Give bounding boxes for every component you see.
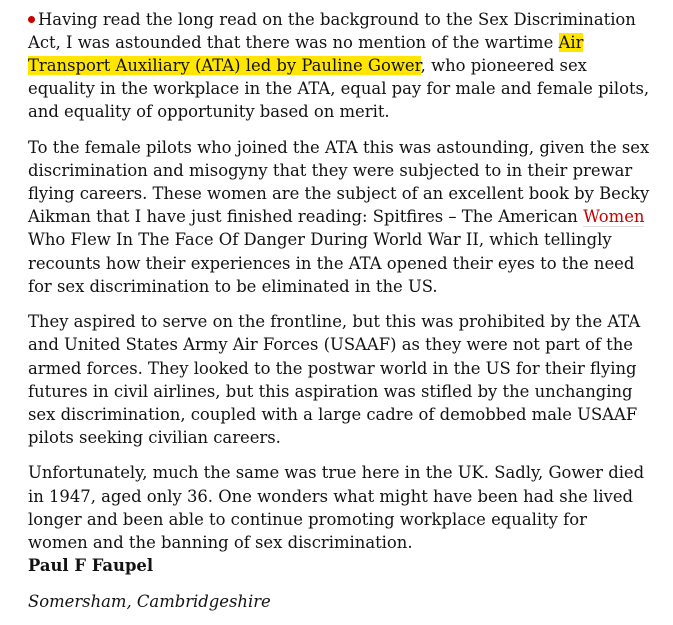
paragraph-1-text-after: , who pioneered sex equality in the workplace in the ATA, equal pay for male and female pilots, and equality of opportunity based on merit. [28, 56, 650, 122]
paragraph-3: They aspired to serve on the frontline, but this was prohibited by the ATA and United States Army Air Forces (USAAF) as they were not part of the armed forces. They looked to the postwar world in the US for their flying futures in civil airlines, but this aspiration was stifled by the unchanging sex discrimination, coupled with a large cadre of demobbed male USAAF pilots seeking civilian careers. [28, 312, 641, 447]
highlighted-text: Air Transport Auxiliary (ATA) led by Pauline Gower [28, 33, 584, 76]
paragraph-2 [28, 136, 650, 298]
author-location: Somersham, Cambridgeshire [28, 591, 271, 611]
paragraph-4: Unfortunately, much the same was true here in the UK. Sadly, Gower died in 1947, aged only 36. One wonders what might have been had she lived longer and been able to continue promoting workplace equality for women and the banning of sex discrimination. [28, 463, 645, 552]
paragraph-1 [28, 8, 650, 123]
bullet-icon [28, 16, 35, 23]
women-link[interactable]: Women [583, 207, 645, 227]
paragraph-1-text-before: Having read the long read on the background to the Sex Discrimination Act, I was astounded that there was no mention of the wartime [28, 10, 636, 53]
paragraph-2-text-before: To the female pilots who joined the ATA this was astounding, given the sex discrimination and misogyny that they were subjected to in their prewar flying careers. These women are the subject of an excellent book by Becky Aikman that I have just finished reading: Spitfires – The American [28, 138, 650, 227]
letter-body [28, 8, 650, 625]
author-name: Paul F Faupel [28, 555, 154, 575]
paragraph-2-text-after: Who Flew In The Face Of Danger During World War II, which tellingly recounts how their experiences in the ATA opened their eyes to the need for sex discrimination to be eliminated in the US. [28, 230, 635, 296]
